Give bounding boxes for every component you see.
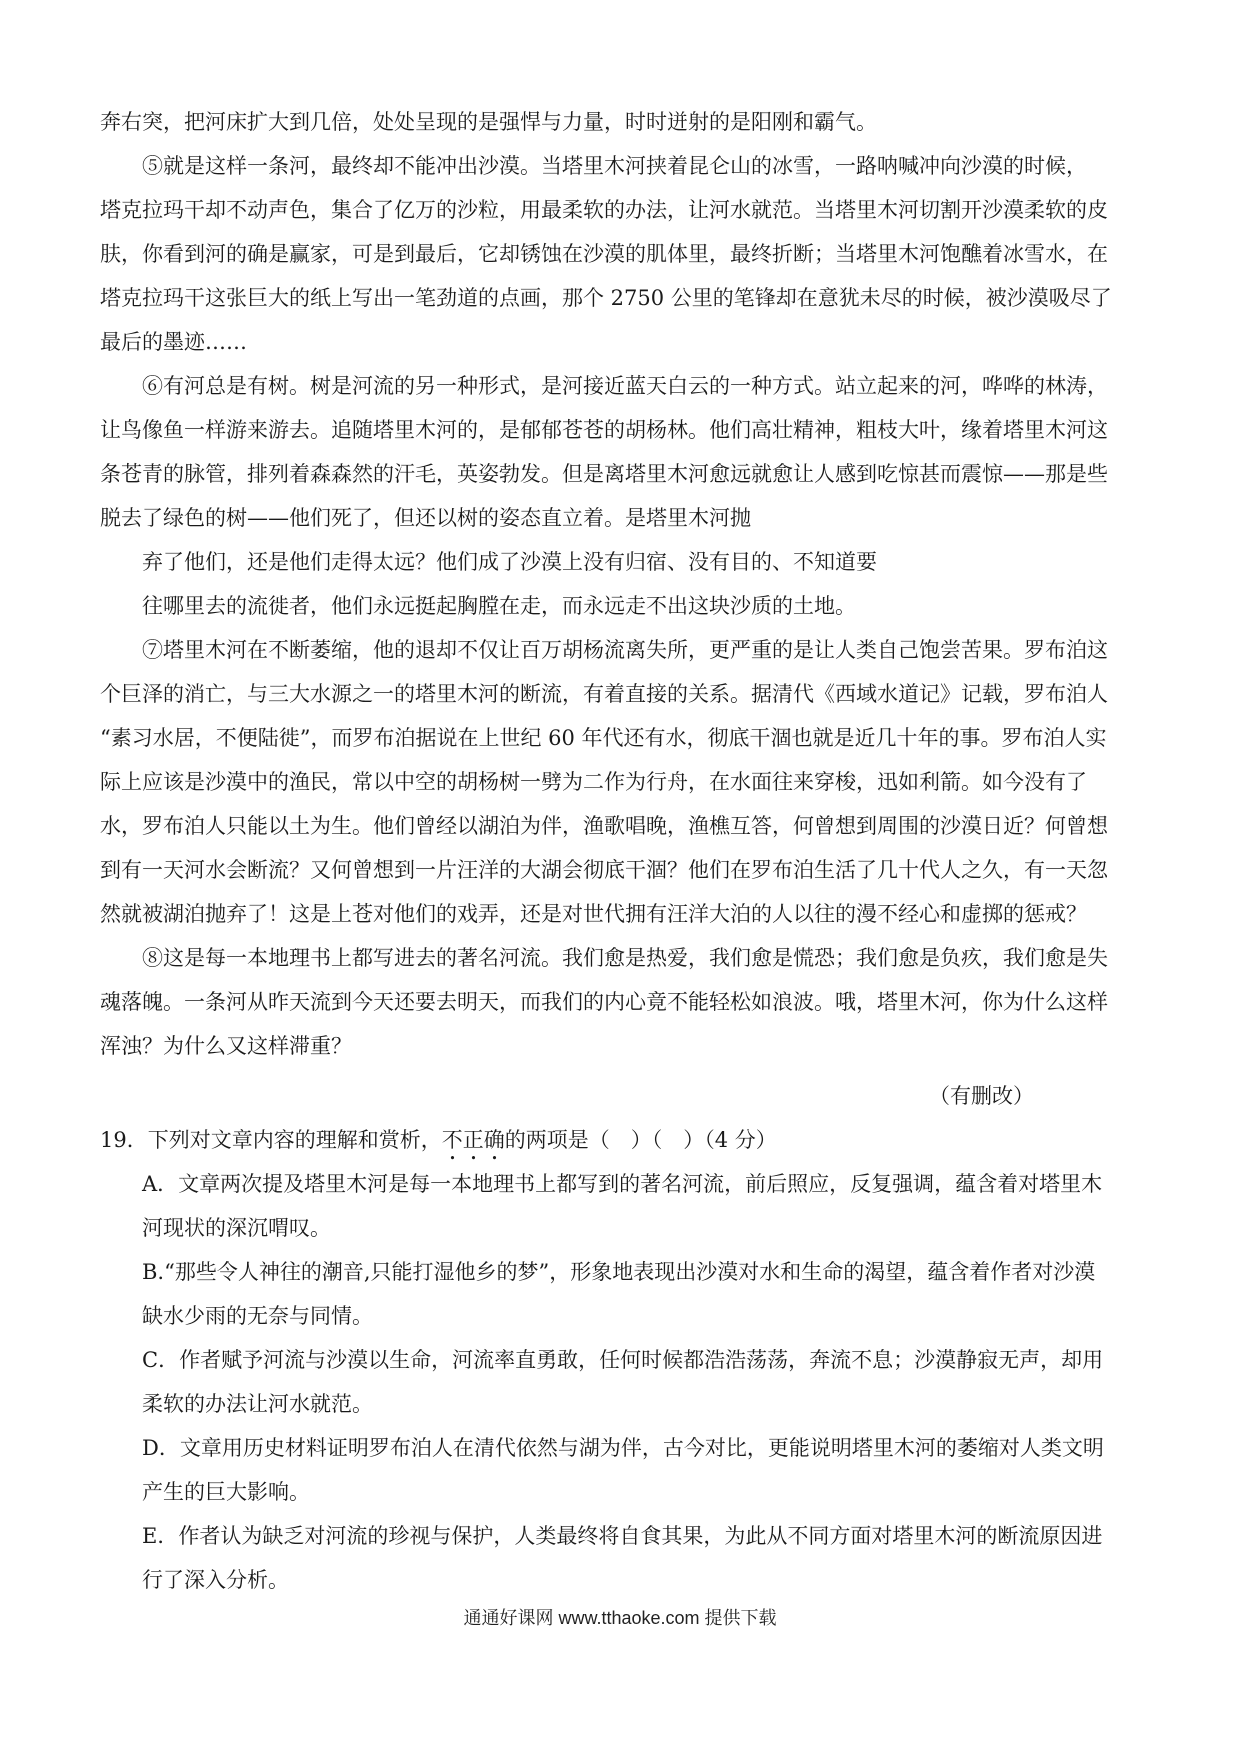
text-line: 弃了他们，还是他们走得太远？他们成了沙漠上没有归宿、没有目的、不知道要 (142, 550, 877, 574)
question-19-stem (100, 1118, 1142, 1162)
text-line: 条苍青的脉管，排列着森森然的汗毛，英姿勃发。但是离塔里木河愈远就愈让人感到吃惊甚而震惊——那是些 (100, 462, 1108, 486)
text-line: 魂落魄。一条河从昨天流到今天还要去明天，而我们的内心竟不能轻松如浪波。哦，塔里木河，你为什么这样 (100, 990, 1108, 1014)
source-note: （有删改） (929, 1084, 1034, 1108)
option-line: E．作者认为缺乏对河流的珍视与保护，人类最终将自食其果，为此从不同方面对塔里木河的断流原因进 (142, 1524, 1103, 1548)
text-line: 水，罗布泊人只能以土为生。他们曾经以湖泊为伴，渔歌唱晚，渔樵互答，何曾想到周围的沙漠日近？何曾想 (100, 814, 1108, 838)
question-stem-after: 的两项是（ ）（ ）（4 分） (504, 1128, 777, 1152)
paragraph-8 (100, 936, 1142, 1068)
option-a (100, 1162, 1142, 1250)
option-line: A．文章两次提及塔里木河是每一本地理书上都写到的著名河流，前后照应，反复强调，蕴含着对塔里木 (142, 1172, 1103, 1196)
passage (100, 100, 1142, 1068)
option-line: 河现状的深沉喟叹。 (142, 1216, 331, 1240)
text-line: ⑥有河总是有树。树是河流的另一种形式，是河接近蓝天白云的一种方式。站立起来的河，哗哗的林涛， (142, 374, 1108, 398)
text-line: 际上应该是沙漠中的渔民，常以中空的胡杨树一劈为二作为行舟，在水面往来穿梭，迅如利箭。如今没有了 (100, 770, 1087, 794)
option-line: 行了深入分析。 (142, 1568, 289, 1592)
paragraph-4-tail (100, 100, 1142, 144)
text-line: 个巨泽的消亡，与三大水源之一的塔里木河的断流，有着直接的关系。据清代《西域水道记》记载，罗布泊人 (100, 682, 1108, 706)
text-line: 脱去了绿色的树——他们死了，但还以树的姿态直立着。是塔里木河抛 (100, 506, 751, 530)
paragraph-6 (100, 364, 1142, 540)
text-line: 然就被湖泊抛弃了！这是上苍对他们的戏弄，还是对世代拥有汪洋大泊的人以往的漫不经心和虚掷的惩戒？ (100, 902, 1087, 926)
paragraph-5 (100, 144, 1142, 364)
text-line: 往哪里去的流徙者，他们永远挺起胸膛在走，而永远走不出这块沙质的土地。 (142, 594, 856, 618)
text-line: 让鸟像鱼一样游来游去。追随塔里木河的，是郁郁苍苍的胡杨林。他们高壮精神，粗枝大叶，缘着塔里木河这 (100, 418, 1108, 442)
text-line: 塔克拉玛干这张巨大的纸上写出一笔劲道的点画，那个 2750 公里的笔锋却在意犹未尽的时候，被沙漠吸尽了 (100, 286, 1112, 310)
text-line: ⑤就是这样一条河，最终却不能冲出沙漠。当塔里木河挟着昆仑山的冰雪，一路呐喊冲向沙漠的时候， (142, 154, 1087, 178)
option-line: C．作者赋予河流与沙漠以生命，河流率直勇敢，任何时候都浩浩荡荡，奔流不息；沙漠静寂无声，却用 (142, 1348, 1104, 1372)
text-line: 最后的墨迹…… (100, 330, 247, 354)
text-line: 塔克拉玛干却不动声色，集合了亿万的沙粒，用最柔软的办法，让河水就范。当塔里木河切割开沙漠柔软的皮 (100, 198, 1108, 222)
text-line: 浑浊？为什么又这样滞重？ (100, 1034, 352, 1058)
paragraph-7 (100, 628, 1142, 936)
option-b (100, 1250, 1142, 1338)
option-line: D．文章用历史材料证明罗布泊人在清代依然与湖为伴，古今对比，更能说明塔里木河的萎缩对人类文明 (142, 1436, 1104, 1460)
option-line: 产生的巨大影响。 (142, 1480, 310, 1504)
option-c (100, 1338, 1142, 1426)
text-line: 到有一天河水会断流？又何曾想到一片汪洋的大湖会彻底干涸？他们在罗布泊生活了几十代人之久，有一天忽 (100, 858, 1108, 882)
paragraph-6-continued (100, 540, 1142, 628)
question-number: 19． (100, 1128, 148, 1152)
page-footer: 通通好课网 www.tthaoke.com 提供下载 (463, 1608, 777, 1628)
text-line: ⑧这是每一本地理书上都写进去的著名河流。我们愈是热爱，我们愈是慌恐；我们愈是负疚，我们愈是失 (142, 946, 1108, 970)
option-d (100, 1426, 1142, 1514)
text-line: “素习水居，不便陆徙”，而罗布泊据说在上世纪 60 年代还有水，彻底干涸也就是近几十年的事。罗布泊人实 (100, 726, 1107, 750)
text-line: 肤，你看到河的确是赢家，可是到最后，它却锈蚀在沙漠的肌体里，最终折断；当塔里木河饱醮着冰雪水，在 (100, 242, 1108, 266)
option-line: 缺水少雨的无奈与同情。 (142, 1304, 373, 1328)
question-stem-before: 下列对文章内容的理解和赏析， (147, 1128, 442, 1152)
answer-options (100, 1162, 1142, 1602)
option-e (100, 1514, 1142, 1602)
document-page (100, 100, 1142, 1602)
option-line: B.“那些令人神往的潮音,只能打湿他乡的梦”，形象地表现出沙漠对水和生命的渴望，蕴含着作者对沙漠 (142, 1260, 1096, 1284)
text-line: ⑦塔里木河在不断萎缩，他的退却不仅让百万胡杨流离失所，更严重的是让人类自己饱尝苦果。罗布泊这 (142, 638, 1108, 662)
question-stem-emphasis: 不正确 (441, 1128, 505, 1152)
option-line: 柔软的办法让河水就范。 (142, 1392, 373, 1416)
text-line: 奔右突，把河床扩大到几倍，处处呈现的是强悍与力量，时时迸射的是阳刚和霸气。 (100, 110, 877, 134)
